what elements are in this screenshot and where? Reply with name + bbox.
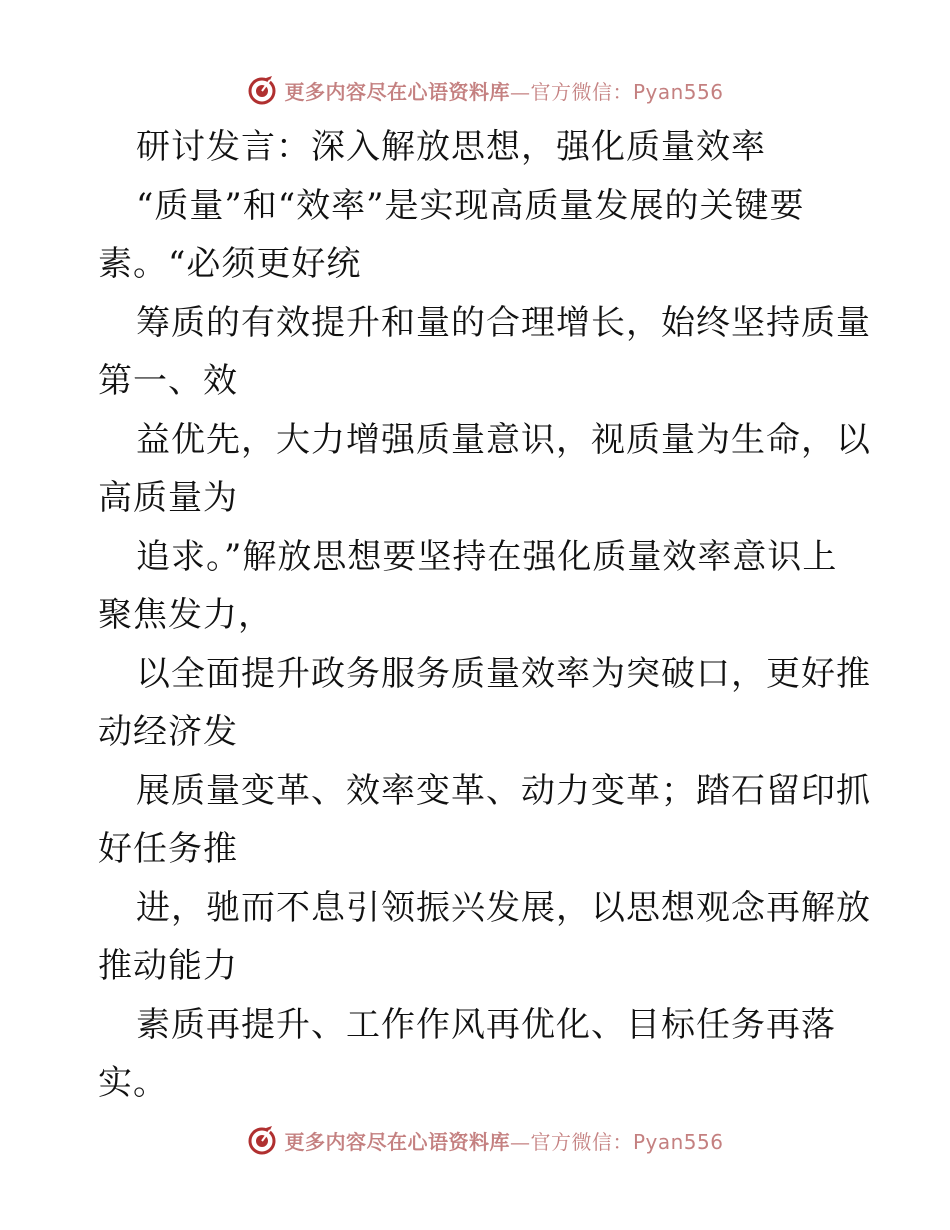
paragraph-line: 推动能力 xyxy=(98,946,238,986)
paragraph-line: 素质再提升、工作作风再优化、目标任务再落 xyxy=(136,1004,836,1045)
paragraph-line: 高质量为 xyxy=(98,478,238,518)
paragraph-line: 展质量变革、效率变革、动力变革；踏石留印抓 xyxy=(136,770,871,811)
paragraph-line: 追求。”解放思想要坚持在强化质量效率意识上 xyxy=(136,536,838,577)
header-banner-text xyxy=(284,76,723,105)
header-banner-separator: — xyxy=(509,79,531,104)
paragraph-line: 进，驰而不息引领振兴发展，以思想观念再解放 xyxy=(136,887,871,928)
paragraph-line: 第一、效 xyxy=(98,361,238,401)
footer-banner xyxy=(0,1120,950,1160)
paragraph-line: 筹质的有效提升和量的合理增长，始终坚持质量 xyxy=(136,302,871,343)
footer-banner-title: 更多内容尽在心语资料库 xyxy=(284,1129,510,1154)
paragraph-line: 益优先，大力增强质量意识，视质量为生命，以 xyxy=(136,419,871,460)
paragraph-line: 以全面提升政务服务质量效率为突破口，更好推 xyxy=(136,653,871,694)
footer-banner-content xyxy=(246,1124,723,1156)
feather-logo-icon xyxy=(246,74,278,106)
document-title: 研讨发言：深入解放思想，强化质量效率 xyxy=(136,127,766,167)
footer-banner-wechat: 官方微信：Pyan556 xyxy=(530,1129,724,1154)
paragraph-line: “质量”和“效率”是实现高质量发展的关键要 xyxy=(136,185,805,226)
footer-banner-separator: — xyxy=(509,1129,531,1154)
paragraph-line: 素。“必须更好统 xyxy=(98,244,362,284)
paragraph-line: 实。 xyxy=(98,1063,168,1103)
header-banner-wechat: 官方微信：Pyan556 xyxy=(530,79,724,104)
footer-banner-text xyxy=(284,1126,723,1155)
document-body xyxy=(98,118,871,1113)
paragraph-line: 好任务推 xyxy=(98,829,238,869)
paragraph-line: 动经济发 xyxy=(98,712,238,752)
header-banner-title: 更多内容尽在心语资料库 xyxy=(284,79,510,104)
feather-logo-icon xyxy=(246,1124,278,1156)
header-banner xyxy=(0,70,950,110)
paragraph-line: 聚焦发力， xyxy=(98,595,273,635)
header-banner-content xyxy=(246,74,723,106)
